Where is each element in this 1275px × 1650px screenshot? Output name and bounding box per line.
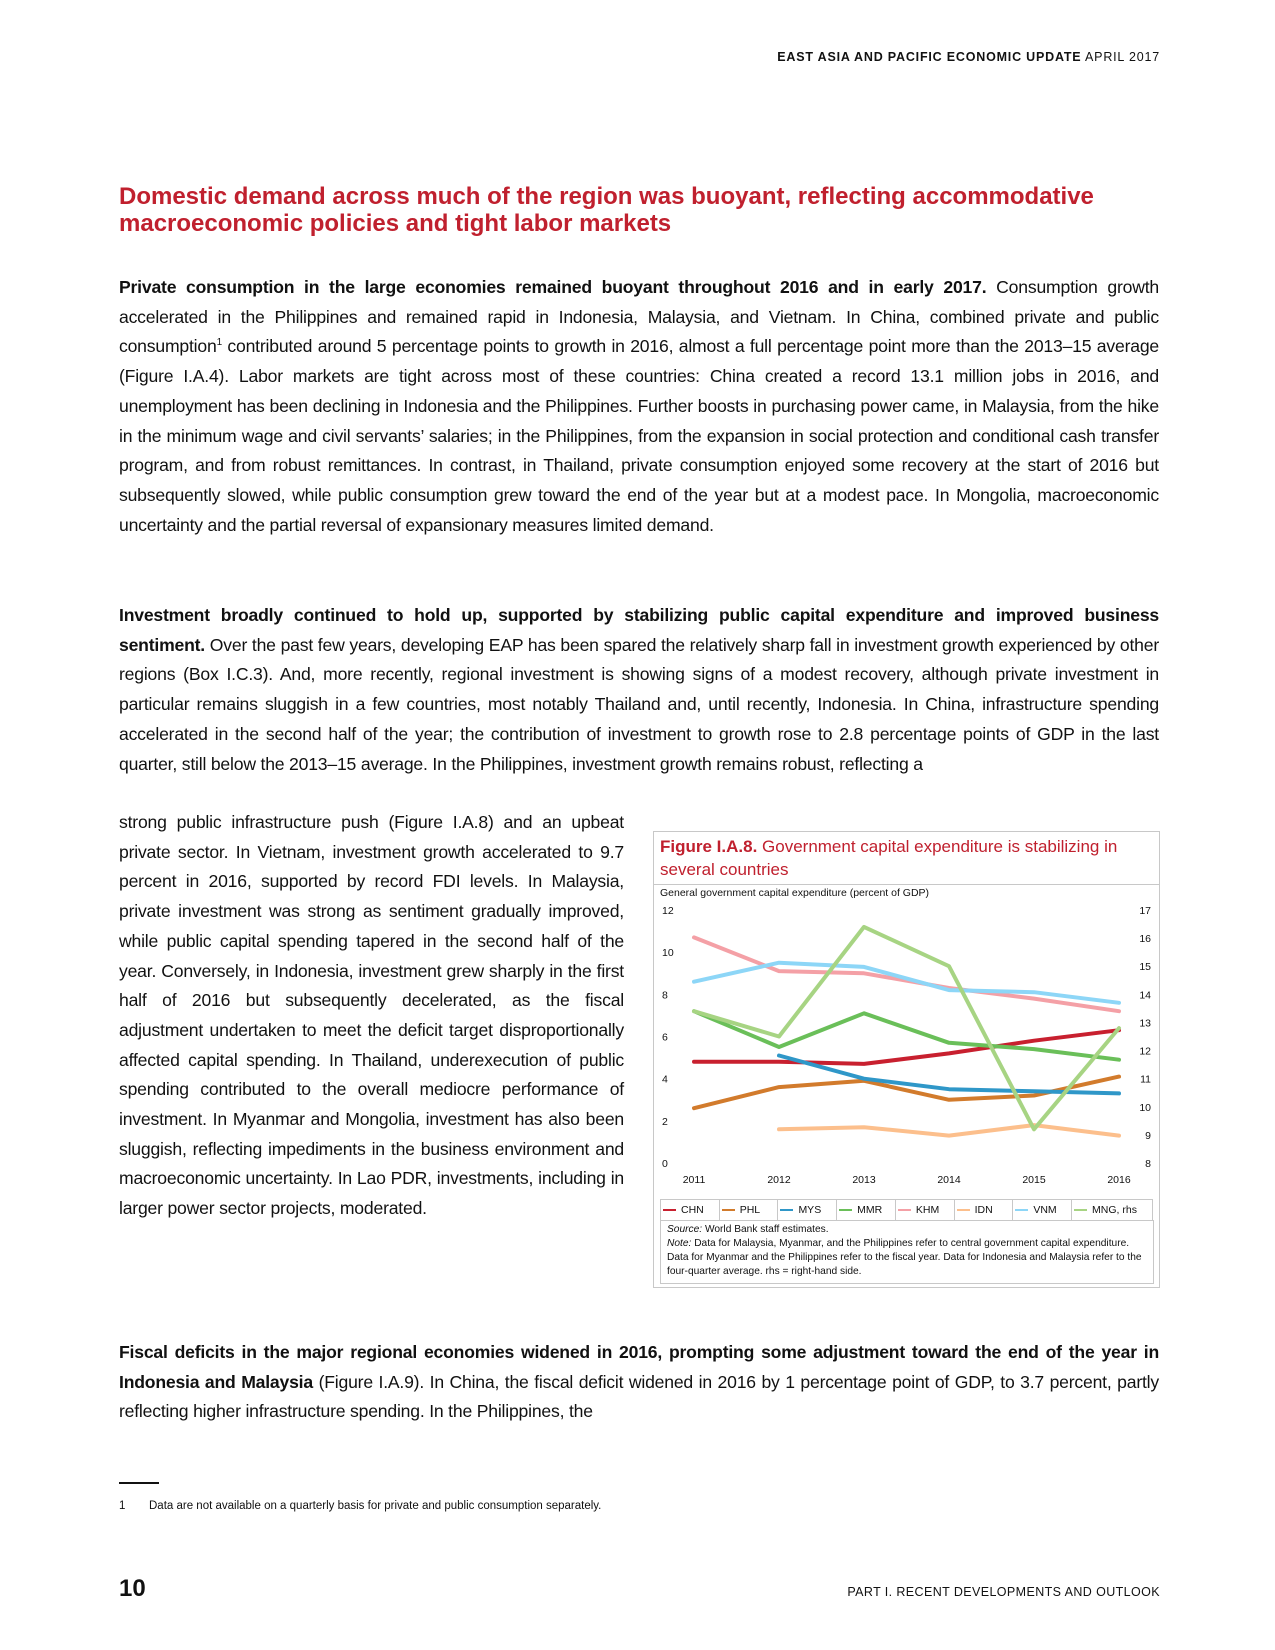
figure-title-text: Government capital expenditure is stabilizing in several countries	[660, 837, 1118, 879]
paragraph-text: (Figure I.A.9). In China, the fiscal deficit widened in 2016 by 1 percentage point of GDP, to 3.7 percent, partly reflecting higher infrastructure spending. In the Philippines, the	[119, 1371, 1159, 1422]
report-title: EAST ASIA AND PACIFIC ECONOMIC UPDATE	[777, 50, 1082, 64]
x-tick-label: 2012	[767, 1174, 791, 1186]
y-tick-label: 8	[662, 989, 668, 1002]
section-title: Domestic demand across much of the region was buoyant, reflecting accommodative macroeconomic policies and tight labor markets	[119, 183, 1094, 237]
legend-item	[896, 1200, 955, 1220]
y2-tick-label: 10	[1139, 1101, 1151, 1114]
legend-swatch	[1015, 1209, 1028, 1211]
series-line-vnm	[694, 963, 1119, 1003]
series-line-chn	[694, 1030, 1119, 1064]
y2-tick-label: 12	[1139, 1045, 1151, 1058]
y2-tick-label: 14	[1139, 989, 1151, 1002]
series-line-mmr	[694, 1011, 1119, 1059]
y-tick-label: 4	[662, 1073, 668, 1086]
figure-label: Figure I.A.8.	[660, 837, 758, 856]
footnote	[119, 1500, 601, 1512]
y2-tick-label: 8	[1145, 1158, 1151, 1170]
footer-part-title: PART I. RECENT DEVELOPMENTS AND OUTLOOK	[847, 1585, 1160, 1599]
legend-item	[778, 1200, 837, 1220]
footnote-number: 1	[119, 1500, 126, 1512]
line-chart	[654, 900, 1159, 1200]
figure-i-a-8	[653, 831, 1160, 1288]
legend-item	[661, 1200, 720, 1220]
legend-label: PHL	[739, 1204, 761, 1216]
legend-swatch	[1074, 1209, 1087, 1211]
y-tick-label: 6	[662, 1031, 668, 1044]
paragraph-lead: Private consumption in the large economies remained buoyant throughout 2016 and in early 2017.	[119, 277, 987, 297]
paragraph-text: Consumption growth accelerated in the Philippines and remained rapid in Indonesia, Malaysia, and Vietnam. In China, combined private and public consumption	[119, 277, 1159, 357]
x-tick-label: 2016	[1107, 1174, 1131, 1186]
legend-swatch	[780, 1209, 793, 1211]
legend-label: VNM	[1033, 1204, 1057, 1216]
report-date: APRIL 2017	[1085, 50, 1160, 64]
y-tick-label: 0	[662, 1158, 668, 1170]
paragraph-investment-continued: strong public infrastructure push (Figure I.A.8) and an upbeat private sector. In Vietnam, investment growth accelerated to 9.7 percent in 2016, supported by record FDI levels. In Malaysia, private investment was strong as sentiment gradually improved, while public capital spending tapered in the second half of the year. Conversely, in Indonesia, investment grew sharply in the first half of 2016 but subsequently decelerated, as the fiscal adjustment undertaken to meet the deficit target disproportionally affected capital spending. In Thailand, underexecution of public spending contributed to the overall mediocre performance of investment. In Myanmar and Mongolia, investment has also been sluggish, reflecting impediments in the business environment and macroeconomic uncertainty. In Lao PDR, investments, including in larger power sector projects, moderated.	[119, 812, 624, 1219]
legend-swatch	[957, 1209, 970, 1211]
y2-tick-label: 16	[1139, 933, 1151, 946]
legend-label: CHN	[681, 1204, 704, 1216]
y-tick-label: 2	[662, 1115, 668, 1128]
figure-title	[654, 832, 1159, 885]
x-tick-label: 2011	[682, 1174, 706, 1186]
y2-tick-label: 17	[1139, 905, 1151, 917]
x-tick-label: 2015	[1022, 1174, 1046, 1186]
legend-item	[1013, 1200, 1072, 1220]
footnote-divider	[119, 1482, 159, 1484]
source-label: Source:	[667, 1224, 703, 1235]
footnote-text: Data are not available on a quarterly basis for private and public consumption separately.	[149, 1500, 602, 1512]
legend-swatch	[839, 1209, 852, 1211]
y2-tick-label: 11	[1140, 1073, 1151, 1086]
legend-label: KHM	[915, 1204, 940, 1216]
legend-item	[955, 1200, 1014, 1220]
chart-y-axis-label: General government capital expenditure (percent of GDP)	[660, 887, 930, 899]
legend-label: MNG, rhs	[1092, 1204, 1137, 1216]
legend-item	[837, 1200, 896, 1220]
note-label: Note:	[667, 1238, 692, 1249]
source-text: World Bank staff estimates.	[702, 1224, 829, 1235]
legend-swatch	[663, 1209, 676, 1211]
paragraph-lead: Investment broadly continued to hold up, supported by stabilizing public capital expenditure and improved business sentiment.	[119, 605, 1159, 655]
legend-label: IDN	[974, 1204, 993, 1216]
footnote-ref[interactable]: 1	[216, 337, 222, 349]
legend-label: MMR	[857, 1204, 883, 1216]
x-tick-label: 2013	[852, 1174, 876, 1186]
paragraph-consumption	[119, 273, 1159, 540]
y2-tick-label: 13	[1139, 1017, 1151, 1030]
y-tick-label: 12	[662, 905, 674, 917]
x-tick-label: 2014	[937, 1174, 961, 1186]
figure-notes	[660, 1220, 1154, 1284]
legend-swatch	[722, 1209, 735, 1211]
y2-tick-label: 15	[1139, 961, 1151, 974]
page-number: 10	[119, 1575, 146, 1602]
note-text: Data for Malaysia, Myanmar, and the Philippines refer to central government capital expenditure. Data for Myanmar and the Philippines refer to the fiscal year. Data for Indonesia and Malaysia refer to the four-quarter average. rhs = right-hand side.	[667, 1238, 1142, 1277]
legend-item	[1072, 1200, 1152, 1220]
y2-tick-label: 9	[1145, 1129, 1151, 1142]
chart-legend	[660, 1199, 1153, 1220]
running-header	[777, 50, 1160, 64]
legend-item	[720, 1200, 779, 1220]
legend-label: MYS	[798, 1204, 822, 1216]
paragraph-text: contributed around 5 percentage points to growth in 2016, almost a full percentage point more than the 2013–15 average (Figure I.A.4). Labor markets are tight across most of these countries: China created a record 13.1 million jobs in 2016, and unemployment has been declining in Indonesia and the Philippines. Further boosts in purchasing power came, in Malaysia, from the hike in the minimum wage and civil servants’ salaries; in the Philippines, from the expansion in social protection and conditional cash transfer program, and from robust remittances. In contrast, in Thailand, private consumption enjoyed some recovery at the start of 2016 but subsequently slowed, while public consumption grew toward the end of the year but at a modest pace. In Mongolia, macroeconomic uncertainty and the partial reversal of expansionary measures limited demand.	[119, 336, 1159, 535]
paragraph-fiscal	[119, 1338, 1159, 1427]
y-tick-label: 10	[662, 947, 674, 960]
paragraph-investment	[119, 601, 1159, 779]
series-line-idn	[779, 1125, 1119, 1136]
paragraph-lead: Fiscal deficits in the major regional economies widened in 2016, prompting some adjustment toward the end of the year in Indonesia and Malaysia	[119, 1342, 1159, 1392]
paragraph-text: Over the past few years, developing EAP has been spared the relatively sharp fall in investment growth experienced by other regions (Box I.C.3). And, more recently, regional investment is showing signs of a modest recovery, although private investment in particular remains sluggish in a few countries, most notably Thailand and, until recently, Indonesia. In China, infrastructure spending accelerated in the second half of the year; the contribution of investment to growth rose to 2.8 percentage points of GDP in the last quarter, still below the 2013–15 average. In the Philippines, investment growth remains robust, reflecting a	[119, 634, 1159, 774]
legend-swatch	[898, 1209, 911, 1211]
